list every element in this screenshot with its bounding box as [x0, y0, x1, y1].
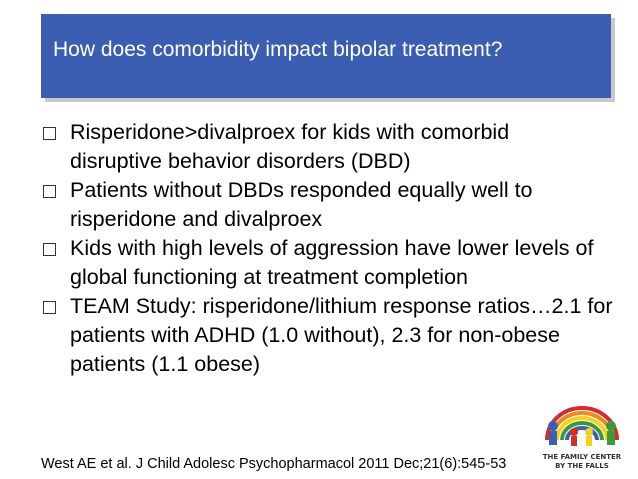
bullet-text: Patients without DBDs responded equally well to risperidone and divalproex [70, 178, 533, 231]
bullet-text: Kids with high levels of aggression have lower levels of global functioning at treatment completion [70, 236, 594, 289]
bullet-item [40, 234, 610, 292]
bullet-text: TEAM Study: risperidone/lithium response ratios…2.1 for patients with ADHD (1.0 without), 2.3 for non-obese patients (1.1 obese) [70, 294, 613, 376]
family-center-logo [529, 396, 635, 476]
bullet-item [40, 176, 585, 234]
square-bullet-icon [43, 127, 56, 140]
title-bar [41, 14, 611, 98]
logo-line-1: THE FAMILY CENTER [542, 453, 622, 461]
bullet-text: Risperidone>divalproex for kids with comorbid disruptive behavior disorders (DBD) [70, 120, 510, 173]
bullet-item [40, 292, 630, 379]
citation: West AE et al. J Child Adolesc Psychopharmacol 2011 Dec;21(6):545-53 [41, 456, 507, 472]
square-bullet-icon [43, 185, 56, 198]
square-bullet-icon [43, 301, 56, 314]
slide-title: How does comorbidity impact bipolar treatment? [53, 38, 503, 61]
bullet-list [40, 118, 620, 379]
bullet-item [40, 118, 580, 176]
logo-line-2: BY THE FALLS [555, 462, 609, 470]
square-bullet-icon [43, 243, 56, 256]
